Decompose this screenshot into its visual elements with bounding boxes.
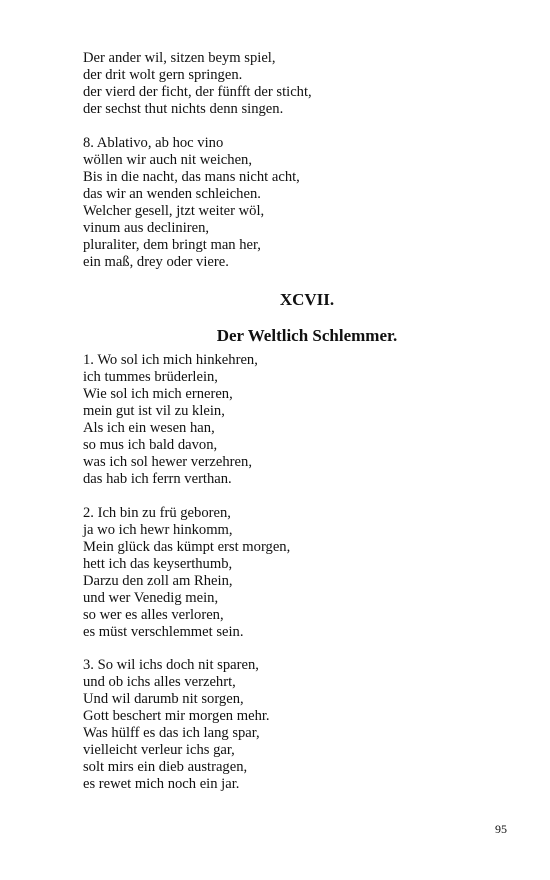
verse-line: 1. Wo sol ich mich hinkehren, [83,352,258,368]
stanza-continued-2 [83,135,473,271]
stanza-1 [83,352,473,488]
verse-line: so wer es alles verloren, [83,607,224,623]
verse-line: vielleicht verleur ichs gar, [83,742,235,758]
verse-line: Was hülff es das ich lang spar, [83,725,260,741]
verse-line: mein gut ist vil zu klein, [83,403,225,419]
verse-line: Mein glück das kümpt erst morgen, [83,539,291,555]
section-number: XCVII. [279,290,335,309]
stanza-2 [83,505,473,641]
verse-line: solt mirs ein dieb austragen, [83,759,248,775]
verse-line: es rewet mich noch ein jar. [83,776,240,792]
verse-line: es müst verschlemmet sein. [83,624,244,640]
verse-line: hett ich das keyserthumb, [83,556,233,572]
verse-line: das hab ich ferrn verthan. [83,471,232,487]
stanza-continued-1 [83,50,473,118]
verse-line: Wie sol ich mich erneren, [83,386,233,402]
verse-line: wöllen wir auch nit weichen, [83,152,252,168]
verse-line: Und wil darumb nit sorgen, [83,691,244,707]
verse-line: und wer Venedig mein, [83,590,219,606]
verse-line: Der ander wil, sitzen beym spiel, [83,50,276,66]
verse-line: Als ich ein wesen han, [83,420,215,436]
verse-line: pluraliter, dem bringt man her, [83,237,261,253]
verse-line: 3. So wil ichs doch nit sparen, [83,657,259,673]
verse-line: Welcher gesell, jtzt weiter wöl, [83,203,265,219]
verse-line: der sechst thut nichts denn singen. [83,101,284,117]
page-number: 95 [495,822,507,836]
verse-line: ein maß, drey oder viere. [83,254,229,270]
verse-line: ich tummes brüderlein, [83,369,218,385]
verse-line: 2. Ich bin zu frü geboren, [83,505,231,521]
verse-line: was ich sol hewer verzehren, [83,454,252,470]
verse-line: Darzu den zoll am Rhein, [83,573,233,589]
verse-line: Gott beschert mir morgen mehr. [83,708,270,724]
verse-line: 8. Ablativo, ab hoc vino [83,135,224,151]
verse-line: ja wo ich hewr hinkomm, [83,522,233,538]
verse-line: und ob ichs alles verzehrt, [83,674,236,690]
stanza-3 [83,657,473,793]
verse-line: Bis in die nacht, das mans nicht acht, [83,169,300,185]
verse-line: so mus ich bald davon, [83,437,218,453]
verse-line: vinum aus decliniren, [83,220,210,236]
verse-line: der vierd der ficht, der fünfft der sticht, [83,84,312,100]
verse-line: das wir an wenden schleichen. [83,186,261,202]
verse-line: der drit wolt gern springen. [83,67,243,83]
section-title: Der Weltlich Schlemmer. [216,326,398,345]
